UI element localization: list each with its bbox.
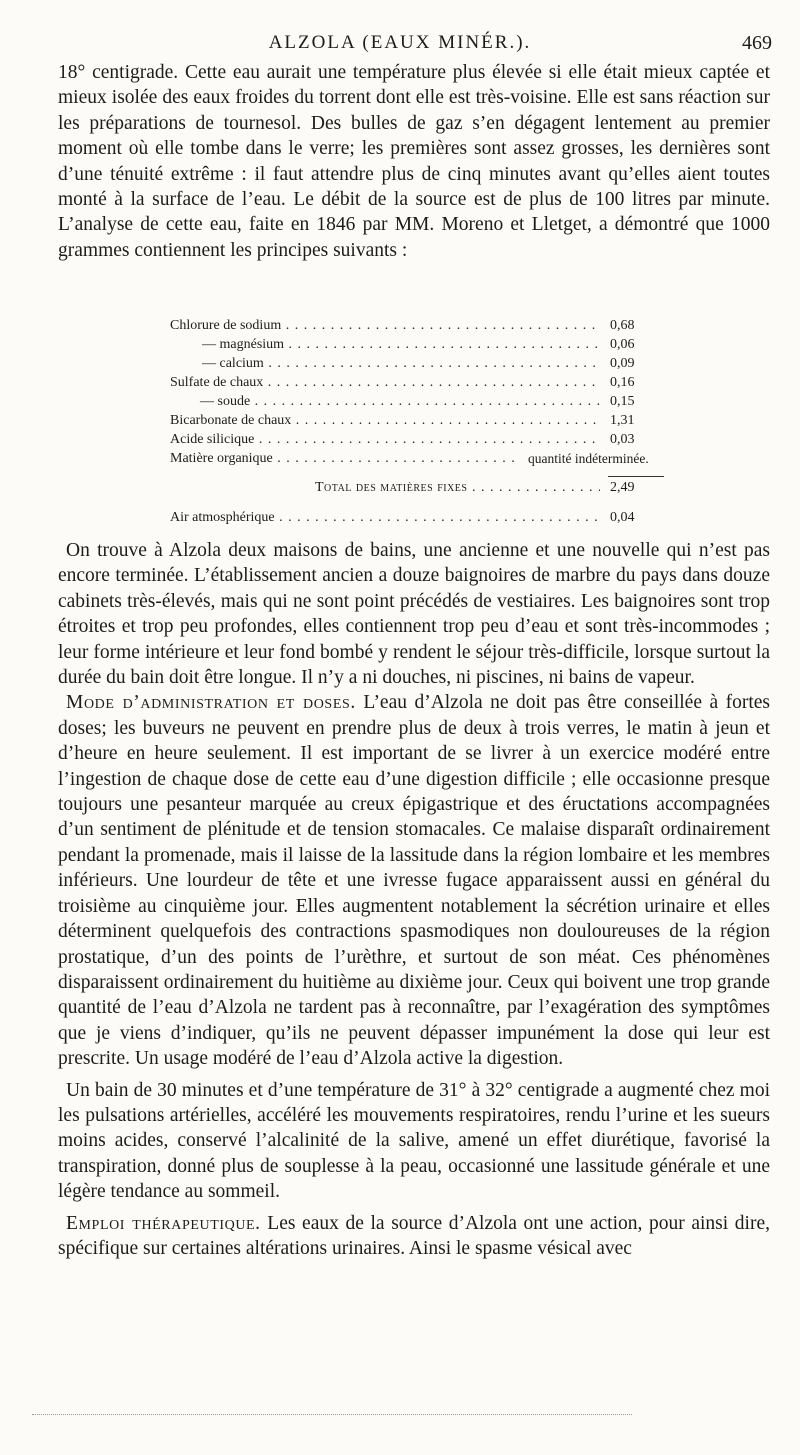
table-row xyxy=(170,430,725,449)
table-row xyxy=(170,373,725,392)
air-label: Air atmosphérique . . . xyxy=(170,508,600,527)
row-value: 0,03 xyxy=(610,432,635,447)
table-row xyxy=(170,335,725,354)
row-value: 0,15 xyxy=(610,394,635,409)
body-text xyxy=(58,538,770,1261)
row-label: Bicarbonate de chaux . . . xyxy=(170,411,600,430)
bath-effects-paragraph: Un bain de 30 minutes et d’une température de 31° à 32° centigrade a augmenté chez moi les pulsations artérielles, accéléré les mouvements respiratoires, rendu l’urine et les sueurs moins acides, conservé l’alcalinité de la salive, amené un effet diurétique, favorisé la transpiration, donné plus de souplesse à la peau, occasionné une lassitude générale et une légère tendance au sommeil. xyxy=(58,1079,770,1203)
emploi-paragraph-container xyxy=(58,1211,770,1262)
row-value: 0,68 xyxy=(610,318,635,333)
mode-heading: Mode d’administration et doses. xyxy=(66,692,356,714)
air-row xyxy=(170,508,725,527)
table-row xyxy=(170,392,725,411)
total-row xyxy=(170,478,725,500)
row-label: Acide silicique . . . xyxy=(170,430,600,449)
intro-paragraph: 18° centigrade. Cette eau aurait une température plus élevée si elle était mieux captée et mieux isolée des eaux froides du torrent dont elle est très-voisine. Elle est sans réaction sur les préparations de tournesol. Des bulles de gaz s’en dégagent lentement au premier moment où elle tombe dans le verre; les premières sont assez grosses, les dernières sont d’une ténuité extrême : il faut attendre plus de cinq minutes avant qu’elles aient toutes monté à la surface de l’eau. Le débit de la source est de plus de 100 litres par minute. L’analyse de cette eau, faite en 1846 par MM. Moreno et Lletget, a démontré que 1000 grammes contiennent les principes suivants : xyxy=(58,62,770,261)
air-value: 0,04 xyxy=(610,510,635,525)
running-title: ALZOLA (EAUX MINÉR.). xyxy=(268,32,532,53)
row-value: 0,09 xyxy=(610,356,635,371)
mode-paragraph: L’eau d’Alzola ne doit pas être conseillée à fortes doses; les buveurs ne peuvent en prendre plus de deux à trois verres, le matin à jeun et d’heure en heure seulement. Il est important de se livrer à un exercice modéré entre l’ingestion de chaque dose de cette eau d’une digestion difficile ; elle occasionne presque toujours une pesanteur marquée au creux épigastrique et des éructations accompagnées d’un sentiment de plénitude et de tension stomacales. Ce malaise disparaît ordinairement pendant la promenade, mais il laisse de la lassitude dans la région lombaire et les membres inférieurs. Une lourdeur de tête et une ivresse fugace apparaissent aussi en général du troisième au cinquième jour. Elles augmentent notablement la sécrétion urinaire et elles déterminent quelquefois des contractions spasmodiques non douloureuses de la région prostatique, d’un des points de l’urèthre, et surtout de son méat. Ces phénomènes disparaissent ordinairement du huitième au dixième jour. Ceux qui boivent une trop grande quantité de l’eau d’Alzola ne tardent pas à reconnaître, par l’exagération des symptômes que je viens d’indiquer, qu’ils ne peuvent dépasser impunément la dose qui leur est prescrite. Un usage modéré de l’eau d’Alzola active la digestion. xyxy=(58,692,770,1070)
table-row xyxy=(170,411,725,430)
page-number: 469 xyxy=(742,32,772,54)
emploi-heading: Emploi thérapeutique. xyxy=(66,1212,261,1234)
table-row xyxy=(170,354,725,373)
intro-paragraph-block xyxy=(58,60,770,263)
table-row xyxy=(170,449,725,468)
row-label: Chlorure de sodium . . . xyxy=(170,316,600,335)
row-label: — soude . . . xyxy=(170,392,600,411)
row-label: — magnésium . . . xyxy=(170,335,600,354)
row-value: 0,16 xyxy=(610,375,635,390)
emploi-paragraph: Les eaux de la source d’Alzola ont une action, pour ainsi dire, spécifique sur certaines altérations urinaires. Ainsi le spasme vésical avec xyxy=(58,1212,770,1259)
baths-paragraph: On trouve à Alzola deux maisons de bains, une ancienne et une nouvelle qui n’est pas encore terminée. L’établissement ancien a douze baignoires de marbre du pays dans douze cabinets très-élevés, mais qui ne sont point précédés de vestiaires. Les baignoires sont trop étroites et trop peu profondes, elles contiennent trop peu d’eau et sont très-incommodes ; leur forme intérieure et leur fond bombé y rendent le séjour très-difficile, lorsque surtout la durée du bain doit être longue. Il n’y a ni douches, ni piscines, ni bains de vapeur. xyxy=(58,540,770,689)
analysis-table xyxy=(170,316,725,527)
page-header xyxy=(0,22,800,52)
row-value: 1,31 xyxy=(610,413,635,428)
footer-divider xyxy=(32,1414,632,1415)
row-value: quantité indéterminée. xyxy=(528,451,649,466)
row-label: Sulfate de chaux . . . xyxy=(170,373,600,392)
row-label: — calcium . . . xyxy=(170,354,600,373)
row-value: 0,06 xyxy=(610,337,635,352)
total-value: 2,49 xyxy=(610,480,635,495)
total-label: Total des matières fixes . . . xyxy=(315,478,600,497)
mode-paragraph-container xyxy=(58,690,770,1071)
table-row xyxy=(170,316,725,335)
total-rule xyxy=(608,476,664,477)
row-label: Matière organique . . . xyxy=(170,449,520,468)
